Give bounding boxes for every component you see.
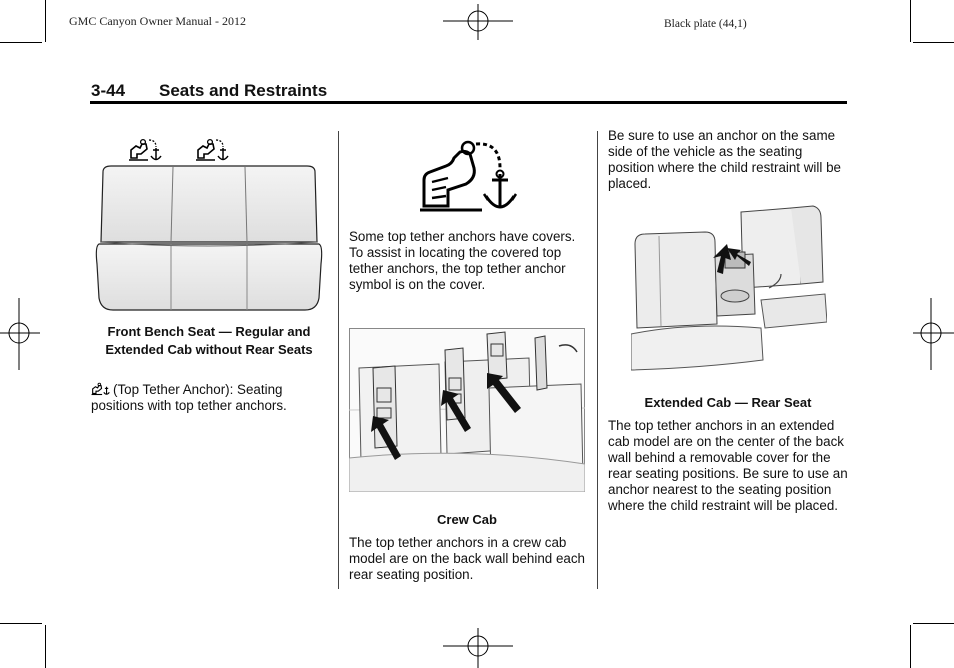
crop-mark (913, 623, 954, 624)
anchor-side-paragraph: Be sure to use an anchor on the same side of the vehicle as the seating position where the child restraint will be placed. (608, 128, 841, 191)
crop-mark (910, 625, 911, 668)
registration-mark-left (0, 298, 40, 370)
tether-anchor-icon (195, 138, 231, 164)
header-rule (90, 101, 847, 104)
crew-cab-paragraph: The top tether anchors in a crew cab model are on the back wall behind each rear seating position. (349, 535, 585, 582)
manual-title: GMC Canyon Owner Manual - 2012 (69, 14, 246, 28)
crop-mark (913, 42, 954, 43)
registration-mark-bottom (443, 628, 515, 668)
column-divider (597, 131, 598, 589)
tether-anchor-description: (Top Tether Anchor): Seating positions with top tether anchors. (91, 382, 287, 413)
page-number: 3-44 (91, 81, 126, 100)
registration-mark-right (913, 298, 954, 370)
covers-paragraph: Some top tether anchors have covers. To assist in locating the covered top tether anchors, the top tether anchor symbol is on the cover. (349, 229, 576, 292)
crop-mark (0, 42, 42, 43)
plate-label: Black plate (44,1) (664, 18, 747, 30)
bench-seat-caption: Front Bench Seat — Regular and Extended Cab without Rear Seats (105, 324, 313, 357)
column-divider (338, 131, 339, 589)
section-title: Seats and Restraints (159, 81, 328, 100)
extended-cab-paragraph: The top tether anchors in an extended cab model are on the center of the back wall behind a removable cover for the rear seating positions. Be sure to use an anchor nearest to the seating position where the child restraint will be placed. (608, 418, 848, 513)
crew-cab-caption: Crew Cab (437, 512, 497, 527)
bench-seat-illustration (95, 164, 323, 314)
crew-cab-illustration (349, 328, 585, 492)
crop-mark (910, 0, 911, 42)
tether-anchor-symbol-icon (418, 138, 520, 214)
extended-cab-caption: Extended Cab — Rear Seat (644, 395, 812, 410)
crop-mark (45, 625, 46, 668)
tether-anchor-icon (128, 138, 164, 164)
crop-mark (45, 0, 46, 42)
extended-cab-illustration (631, 204, 827, 384)
crop-mark (0, 623, 42, 624)
registration-mark-top (443, 4, 515, 40)
